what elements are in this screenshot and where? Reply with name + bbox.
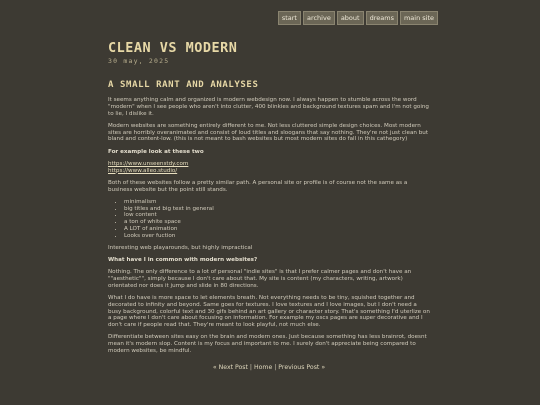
post-date: 30 may, 2025: [108, 57, 170, 65]
home-link[interactable]: Home: [253, 363, 273, 371]
next-post-link[interactable]: « Next Post: [212, 363, 248, 371]
paragraph-7: Differentiate between sites easy on the brain and modern ones. Just because something has less brainrot, doesnt mean it's modern slop. Content is my focus and important to me. I surely don't appreciate being compared to modern websites, be mindful.: [108, 334, 427, 355]
common-heading: What have I in common with modern websites?: [108, 257, 258, 264]
page-title: CLEAN VS MODERN: [108, 40, 238, 56]
example-link-1[interactable]: https://www.unseenstdy.com: [108, 160, 189, 167]
list-item: • big titles and big text in general: [124, 206, 430, 213]
pager-separator: |: [247, 363, 254, 371]
post-subtitle: A SMALL RANT AND ANALYSES: [108, 80, 259, 90]
example-link-2[interactable]: https://www.alleo.studio/: [108, 167, 178, 174]
list-item: • A LOT of animation: [124, 226, 430, 233]
paragraph-2: Modern websites are something entirely different to me. Not less cluttered simple design choices. Most modern sites are horribly overanimated and consist of loud titles and sloogans that say nothing. They're not just clean but bland and content-low. (this is not meant to bash websites but most modern sites do fall in this cathegory): [108, 122, 429, 143]
paragraph-3: Both of these websites follow a pretty similar path. A personal site or profile is of course not the same as a business website but the point still stands.: [108, 179, 408, 193]
nav-about[interactable]: about: [337, 11, 364, 25]
previous-post-link[interactable]: Previous Post »: [278, 363, 326, 371]
nav-main-site[interactable]: main site: [400, 11, 438, 25]
example-links: [108, 161, 430, 175]
list-item: • a ton of white space: [124, 219, 430, 226]
main-content: [108, 40, 430, 371]
top-nav: [278, 11, 438, 25]
nav-start[interactable]: start: [278, 11, 301, 25]
feature-list: [108, 199, 430, 240]
paragraph-1: It seems anything calm and organized is modern webdesign now. I always happen to stumble across the word "modern" when I see people who aren't into clutter, 400 blinkies and background textures spam and I'm not going to lie, I dislike it.: [108, 97, 429, 117]
paragraph-6: What I do have is more space to let elements breath. Not everything needs to be tiny, squished together and decorated to infinity and beyond. Same goes for textures. I love textures and I love images, but I don't need a busy background, colorful text and 30 gifs behind an art gallery or character story. That's something I'd uterlize on a page where I don't care about focusing on information. For example my oscs pages are super decorative and I don't care if people read that. They're meant to look playful, not much else.: [108, 295, 430, 329]
nav-archive[interactable]: archive: [303, 11, 335, 25]
post-body: [108, 97, 430, 355]
list-item: • Looks over fuction: [124, 233, 430, 240]
list-item: • minimalism: [124, 199, 430, 206]
list-item: • low content: [124, 212, 430, 219]
paragraph-5: Nothing. The only difference to a lot of personal "indie sites" is that I prefer calmer pages and don't have an ""aesthetic"", simply because I don't care about that. My site is content (my characters, writing, artwork) orientated nor does it jump and slide in 80 directions.: [108, 269, 412, 289]
nav-dreams[interactable]: dreams: [366, 11, 398, 25]
paragraph-4: Interesting web playarounds, but highly impractical: [108, 244, 253, 251]
pager-separator: |: [272, 363, 279, 371]
post-pager: [108, 364, 430, 371]
example-heading: For example look at these two: [108, 148, 204, 155]
